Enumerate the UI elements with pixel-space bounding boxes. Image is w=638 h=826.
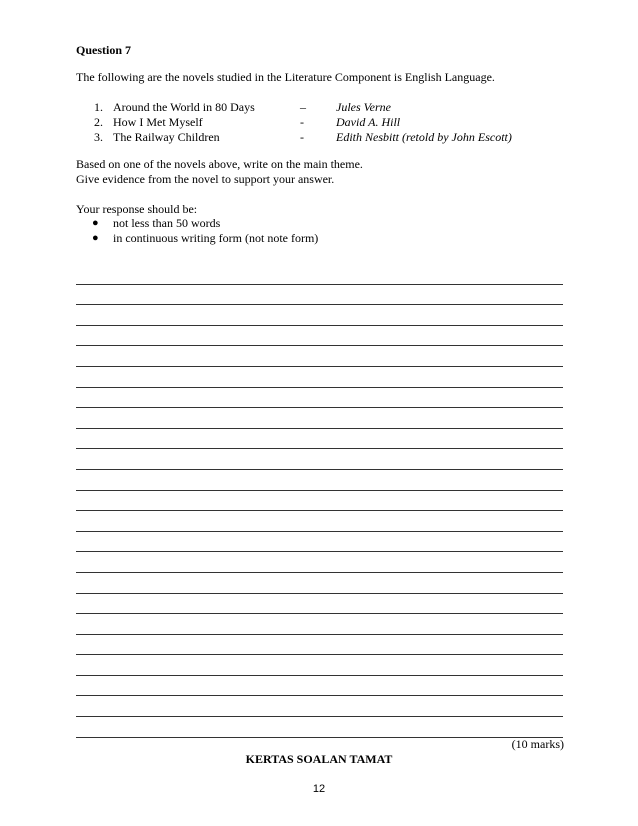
novel-title: How I Met Myself [113,115,203,129]
answer-line[interactable] [76,641,563,662]
answer-line[interactable] [76,394,563,415]
novel-author: Edith Nesbitt (retold by John Escott) [336,130,512,144]
answer-line[interactable] [76,414,563,435]
question-title: Question 7 [76,43,132,57]
page-number: 12 [312,783,326,795]
novel-author: Jules Verne [336,100,391,114]
novel-title: The Railway Children [113,130,220,144]
answer-line[interactable] [76,558,563,579]
bullet-icon: ● [92,217,99,229]
novel-number: 3. [94,130,103,144]
answer-line[interactable] [76,435,563,456]
bullet-icon: ● [92,232,99,244]
answer-line[interactable] [76,661,563,682]
answer-line[interactable] [76,352,563,373]
task-line: Based on one of the novels above, write on the main theme. [76,157,363,171]
answer-line[interactable] [76,702,563,723]
response-intro: Your response should be: [76,202,198,216]
criteria-text: in continuous writing form (not note form) [113,231,319,245]
answer-lines-area[interactable] [76,270,563,744]
question-intro: The following are the novels studied in the Literature Component is English Language. [76,70,495,84]
criteria-text: not less than 50 words [113,216,221,230]
answer-line[interactable] [76,373,563,394]
answer-line[interactable] [76,497,563,518]
footer-title: KERTAS SOALAN TAMAT [245,752,393,766]
answer-line[interactable] [76,517,563,538]
answer-line[interactable] [76,600,563,621]
novel-title: Around the World in 80 Days [113,100,255,114]
answer-line[interactable] [76,455,563,476]
answer-line[interactable] [76,476,563,497]
task-line: Give evidence from the novel to support your answer. [76,172,335,186]
novel-number: 2. [94,115,103,129]
answer-line[interactable] [76,332,563,353]
novel-separator: - [300,115,304,129]
marks-label: (10 marks) [511,737,564,751]
answer-line[interactable] [76,579,563,600]
novel-separator: - [300,130,304,144]
answer-line[interactable] [76,620,563,641]
answer-line[interactable] [76,291,563,312]
answer-line[interactable] [76,311,563,332]
answer-line[interactable] [76,270,563,291]
novel-separator: – [300,100,306,114]
task-instructions [76,157,363,187]
answer-line[interactable] [76,538,563,559]
novel-author: David A. Hill [336,115,401,129]
answer-line[interactable] [76,723,563,744]
answer-line[interactable] [76,682,563,703]
novel-number: 1. [94,100,103,114]
